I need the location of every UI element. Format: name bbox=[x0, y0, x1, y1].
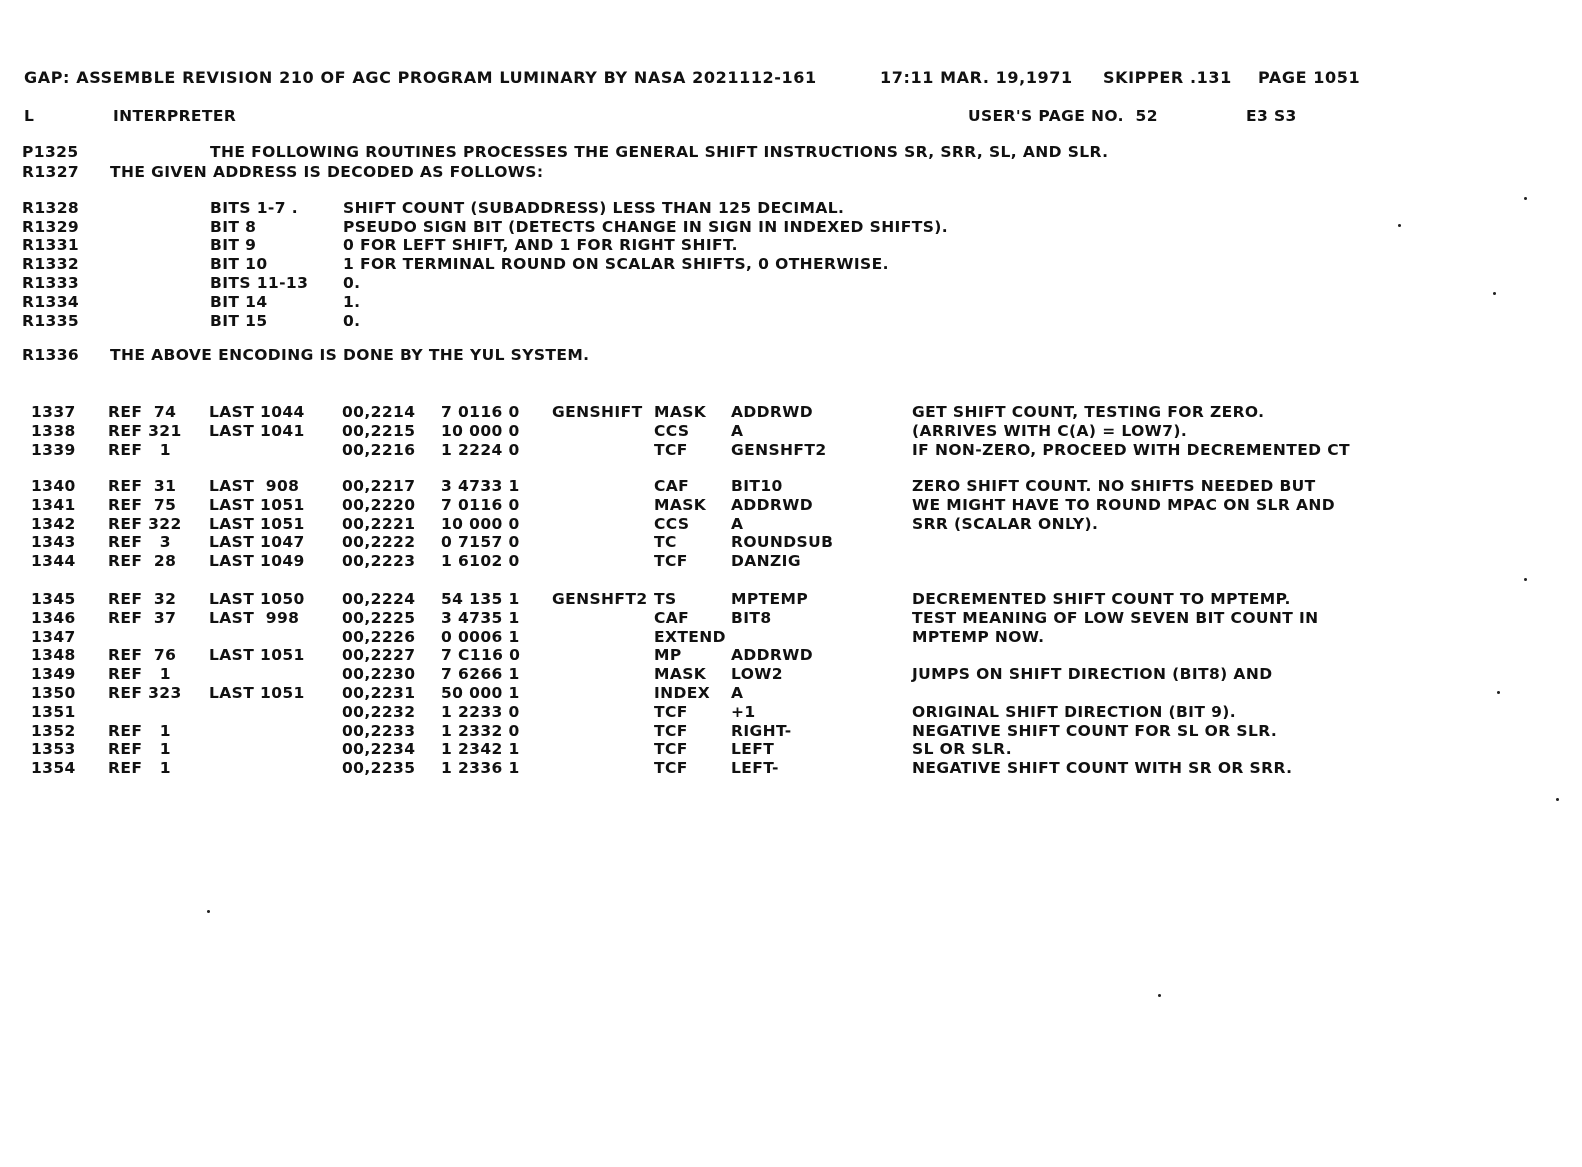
line-number: 1352 bbox=[31, 721, 76, 740]
comment: (ARRIVES WITH C(A) = LOW7). bbox=[912, 422, 1188, 440]
last-ref: LAST 1051 bbox=[209, 646, 305, 665]
address: 00,2214 bbox=[342, 403, 416, 421]
operand: GENSHFT2 bbox=[731, 441, 827, 459]
line-number: 1343 bbox=[31, 533, 76, 552]
scan-speck bbox=[1524, 578, 1527, 581]
line-number: 1345 bbox=[31, 590, 76, 608]
comment: WE MIGHT HAVE TO ROUND MPAC ON SLR AND bbox=[912, 495, 1335, 514]
scan-speck bbox=[1556, 798, 1559, 801]
remark-tag: R1332 bbox=[22, 255, 80, 273]
bit-field: BIT 8 bbox=[210, 218, 257, 236]
bit-field: BIT 10 bbox=[210, 255, 268, 273]
scan-speck bbox=[1398, 224, 1401, 227]
scan-speck bbox=[1524, 197, 1527, 200]
operand: ADDRWD bbox=[731, 495, 814, 514]
opcode: MASK bbox=[654, 403, 707, 421]
line-number: 1348 bbox=[31, 646, 76, 665]
bit-field: BITS 1-7 . bbox=[210, 199, 299, 217]
octal-code: 3 4735 1 bbox=[441, 608, 520, 627]
ref-count: REF 323 bbox=[108, 684, 182, 702]
octal-code: 7 C116 0 bbox=[441, 646, 521, 665]
bit-field: BIT 14 bbox=[210, 293, 268, 311]
opcode: MP bbox=[654, 646, 682, 665]
line-number: 1341 bbox=[31, 495, 76, 514]
address: 00,2220 bbox=[342, 495, 416, 514]
scan-speck bbox=[1493, 292, 1496, 295]
opcode: MASK bbox=[654, 665, 707, 684]
last-ref: LAST 998 bbox=[209, 608, 300, 627]
opcode: TCF bbox=[654, 441, 688, 459]
octal-code: 1 2224 0 bbox=[441, 441, 520, 459]
bit-field: BIT 9 bbox=[210, 236, 257, 254]
line-number: 1346 bbox=[31, 608, 76, 627]
opcode: TCF bbox=[654, 702, 688, 721]
opcode: MASK bbox=[654, 495, 707, 514]
octal-code: 54 135 1 bbox=[441, 590, 520, 608]
line-number: 1350 bbox=[31, 684, 76, 702]
last-ref: LAST 1051 bbox=[209, 514, 305, 533]
ref-count: REF 75 bbox=[108, 495, 177, 514]
octal-code: 7 0116 0 bbox=[441, 403, 520, 421]
bit-description: PSEUDO SIGN BIT (DETECTS CHANGE IN SIGN IN INDEXED SHIFTS). bbox=[343, 218, 949, 236]
remark-tag: P1325 bbox=[22, 143, 79, 161]
octal-code: 1 2332 0 bbox=[441, 721, 520, 740]
line-number: 1347 bbox=[31, 627, 76, 646]
opcode: INDEX bbox=[654, 684, 711, 702]
address: 00,2231 bbox=[342, 684, 416, 702]
remark-text: THE FOLLOWING ROUTINES PROCESSES THE GENERAL SHIFT INSTRUCTIONS SR, SRR, SL, AND SLR. bbox=[210, 143, 1109, 161]
ref-count: REF 3 bbox=[108, 533, 171, 552]
last-ref: LAST 1049 bbox=[209, 552, 305, 571]
section-marker: L bbox=[24, 107, 35, 125]
operand: DANZIG bbox=[731, 552, 801, 571]
remark-text: THE ABOVE ENCODING IS DONE BY THE YUL SYSTEM. bbox=[110, 346, 590, 364]
octal-code: 1 2233 0 bbox=[441, 702, 520, 721]
bit-field: BITS 11-13 bbox=[210, 274, 309, 292]
ref-count: REF 1 bbox=[108, 665, 171, 684]
address: 00,2217 bbox=[342, 477, 416, 495]
scan-speck bbox=[1158, 994, 1161, 997]
line-number: 1338 bbox=[31, 422, 76, 440]
operand: BIT10 bbox=[731, 477, 783, 495]
comment: SL OR SLR. bbox=[912, 740, 1013, 759]
remark-text: THE GIVEN ADDRESS IS DECODED AS FOLLOWS: bbox=[110, 163, 544, 181]
address: 00,2226 bbox=[342, 627, 416, 646]
octal-code: 10 000 0 bbox=[441, 422, 520, 440]
bit-description: 0. bbox=[343, 312, 361, 330]
header-title: GAP: ASSEMBLE REVISION 210 OF AGC PROGRAM LUMINARY BY NASA 2021112-161 bbox=[24, 68, 817, 87]
ref-count: REF 1 bbox=[108, 759, 171, 778]
label: GENSHIFT bbox=[552, 403, 643, 421]
address: 00,2216 bbox=[342, 441, 416, 459]
last-ref: LAST 1044 bbox=[209, 403, 305, 421]
line-number: 1342 bbox=[31, 514, 76, 533]
comment: IF NON-ZERO, PROCEED WITH DECREMENTED CT bbox=[912, 441, 1350, 459]
opcode: TCF bbox=[654, 740, 688, 759]
remark-tag: R1327 bbox=[22, 163, 80, 181]
last-ref: LAST 1051 bbox=[209, 495, 305, 514]
last-ref: LAST 1051 bbox=[209, 684, 305, 702]
operand: LEFT bbox=[731, 740, 775, 759]
sheet-id: E3 S3 bbox=[1246, 107, 1297, 125]
operand: LEFT- bbox=[731, 759, 779, 778]
octal-code: 0 7157 0 bbox=[441, 533, 520, 552]
last-ref: LAST 1050 bbox=[209, 590, 305, 608]
octal-code: 7 6266 1 bbox=[441, 665, 520, 684]
address: 00,2230 bbox=[342, 665, 416, 684]
comment: NEGATIVE SHIFT COUNT WITH SR OR SRR. bbox=[912, 759, 1293, 778]
remark-tag: R1328 bbox=[22, 199, 80, 217]
ref-count: REF 28 bbox=[108, 552, 177, 571]
line-number: 1337 bbox=[31, 403, 76, 421]
operand: A bbox=[731, 684, 744, 702]
scan-speck bbox=[1497, 691, 1500, 694]
ref-count: REF 74 bbox=[108, 403, 177, 421]
opcode: TCF bbox=[654, 721, 688, 740]
operand: ROUNDSUB bbox=[731, 533, 834, 552]
ref-count: REF 322 bbox=[108, 514, 182, 533]
address: 00,2227 bbox=[342, 646, 416, 665]
opcode: CAF bbox=[654, 477, 690, 495]
octal-code: 1 6102 0 bbox=[441, 552, 520, 571]
opcode: TS bbox=[654, 590, 677, 608]
comment: ORIGINAL SHIFT DIRECTION (BIT 9). bbox=[912, 702, 1237, 721]
line-number: 1351 bbox=[31, 702, 76, 721]
opcode: TCF bbox=[654, 759, 688, 778]
comment: JUMPS ON SHIFT DIRECTION (BIT8) AND bbox=[912, 665, 1273, 684]
header-timestamp: 17:11 MAR. 19,1971 bbox=[880, 68, 1073, 87]
remark-tag: R1334 bbox=[22, 293, 80, 311]
address: 00,2234 bbox=[342, 740, 416, 759]
comment: MPTEMP NOW. bbox=[912, 627, 1045, 646]
line-number: 1344 bbox=[31, 552, 76, 571]
operand: ADDRWD bbox=[731, 646, 814, 665]
address: 00,2235 bbox=[342, 759, 416, 778]
comment: GET SHIFT COUNT, TESTING FOR ZERO. bbox=[912, 403, 1265, 421]
last-ref: LAST 908 bbox=[209, 477, 300, 495]
section-name: INTERPRETER bbox=[113, 107, 237, 125]
remark-tag: R1329 bbox=[22, 218, 80, 236]
operand: RIGHT- bbox=[731, 721, 792, 740]
ref-count: REF 321 bbox=[108, 422, 182, 440]
line-number: 1354 bbox=[31, 759, 76, 778]
scan-speck bbox=[207, 910, 210, 913]
operand: MPTEMP bbox=[731, 590, 809, 608]
line-number: 1339 bbox=[31, 441, 76, 459]
address: 00,2223 bbox=[342, 552, 416, 571]
address: 00,2233 bbox=[342, 721, 416, 740]
header-page-number: PAGE 1051 bbox=[1258, 68, 1361, 87]
remark-tag: R1331 bbox=[22, 236, 80, 254]
ref-count: REF 1 bbox=[108, 441, 171, 459]
comment: NEGATIVE SHIFT COUNT FOR SL OR SLR. bbox=[912, 721, 1278, 740]
ref-count: REF 76 bbox=[108, 646, 177, 665]
user-page-number: USER'S PAGE NO. 52 bbox=[968, 107, 1158, 125]
octal-code: 1 2336 1 bbox=[441, 759, 520, 778]
remark-tag: R1333 bbox=[22, 274, 80, 292]
address: 00,2225 bbox=[342, 608, 416, 627]
last-ref: LAST 1041 bbox=[209, 422, 305, 440]
ref-count: REF 37 bbox=[108, 608, 177, 627]
address: 00,2221 bbox=[342, 514, 416, 533]
ref-count: REF 31 bbox=[108, 477, 177, 495]
octal-code: 50 000 1 bbox=[441, 684, 520, 702]
line-number: 1353 bbox=[31, 740, 76, 759]
bit-description: SHIFT COUNT (SUBADDRESS) LESS THAN 125 DECIMAL. bbox=[343, 199, 845, 217]
address: 00,2222 bbox=[342, 533, 416, 552]
bit-description: 1. bbox=[343, 293, 361, 311]
address: 00,2232 bbox=[342, 702, 416, 721]
operand: LOW2 bbox=[731, 665, 783, 684]
ref-count: REF 1 bbox=[108, 721, 171, 740]
address: 00,2224 bbox=[342, 590, 416, 608]
opcode: CAF bbox=[654, 608, 690, 627]
opcode: CCS bbox=[654, 422, 690, 440]
comment: TEST MEANING OF LOW SEVEN BIT COUNT IN bbox=[912, 608, 1319, 627]
line-number: 1349 bbox=[31, 665, 76, 684]
operand: A bbox=[731, 422, 744, 440]
ref-count: REF 32 bbox=[108, 590, 177, 608]
address: 00,2215 bbox=[342, 422, 416, 440]
octal-code: 1 2342 1 bbox=[441, 740, 520, 759]
octal-code: 3 4733 1 bbox=[441, 477, 520, 495]
header-skipper: SKIPPER .131 bbox=[1103, 68, 1232, 87]
line-number: 1340 bbox=[31, 477, 76, 495]
operand: ADDRWD bbox=[731, 403, 814, 421]
label: GENSHFT2 bbox=[552, 590, 648, 608]
opcode: TCF bbox=[654, 552, 688, 571]
operand: A bbox=[731, 514, 744, 533]
ref-count: REF 1 bbox=[108, 740, 171, 759]
comment: DECREMENTED SHIFT COUNT TO MPTEMP. bbox=[912, 590, 1291, 608]
octal-code: 0 0006 1 bbox=[441, 627, 520, 646]
octal-code: 10 000 0 bbox=[441, 514, 520, 533]
comment: ZERO SHIFT COUNT. NO SHIFTS NEEDED BUT bbox=[912, 477, 1316, 495]
comment: SRR (SCALAR ONLY). bbox=[912, 514, 1099, 533]
opcode: CCS bbox=[654, 514, 690, 533]
bit-description: 0 FOR LEFT SHIFT, AND 1 FOR RIGHT SHIFT. bbox=[343, 236, 738, 254]
remark-tag: R1336 bbox=[22, 346, 80, 364]
last-ref: LAST 1047 bbox=[209, 533, 305, 552]
opcode: EXTEND bbox=[654, 627, 726, 646]
bit-field: BIT 15 bbox=[210, 312, 268, 330]
operand: BIT8 bbox=[731, 608, 772, 627]
remark-tag: R1335 bbox=[22, 312, 80, 330]
operand: +1 bbox=[731, 702, 756, 721]
bit-description: 0. bbox=[343, 274, 361, 292]
opcode: TC bbox=[654, 533, 677, 552]
bit-description: 1 FOR TERMINAL ROUND ON SCALAR SHIFTS, 0 OTHERWISE. bbox=[343, 255, 889, 273]
octal-code: 7 0116 0 bbox=[441, 495, 520, 514]
